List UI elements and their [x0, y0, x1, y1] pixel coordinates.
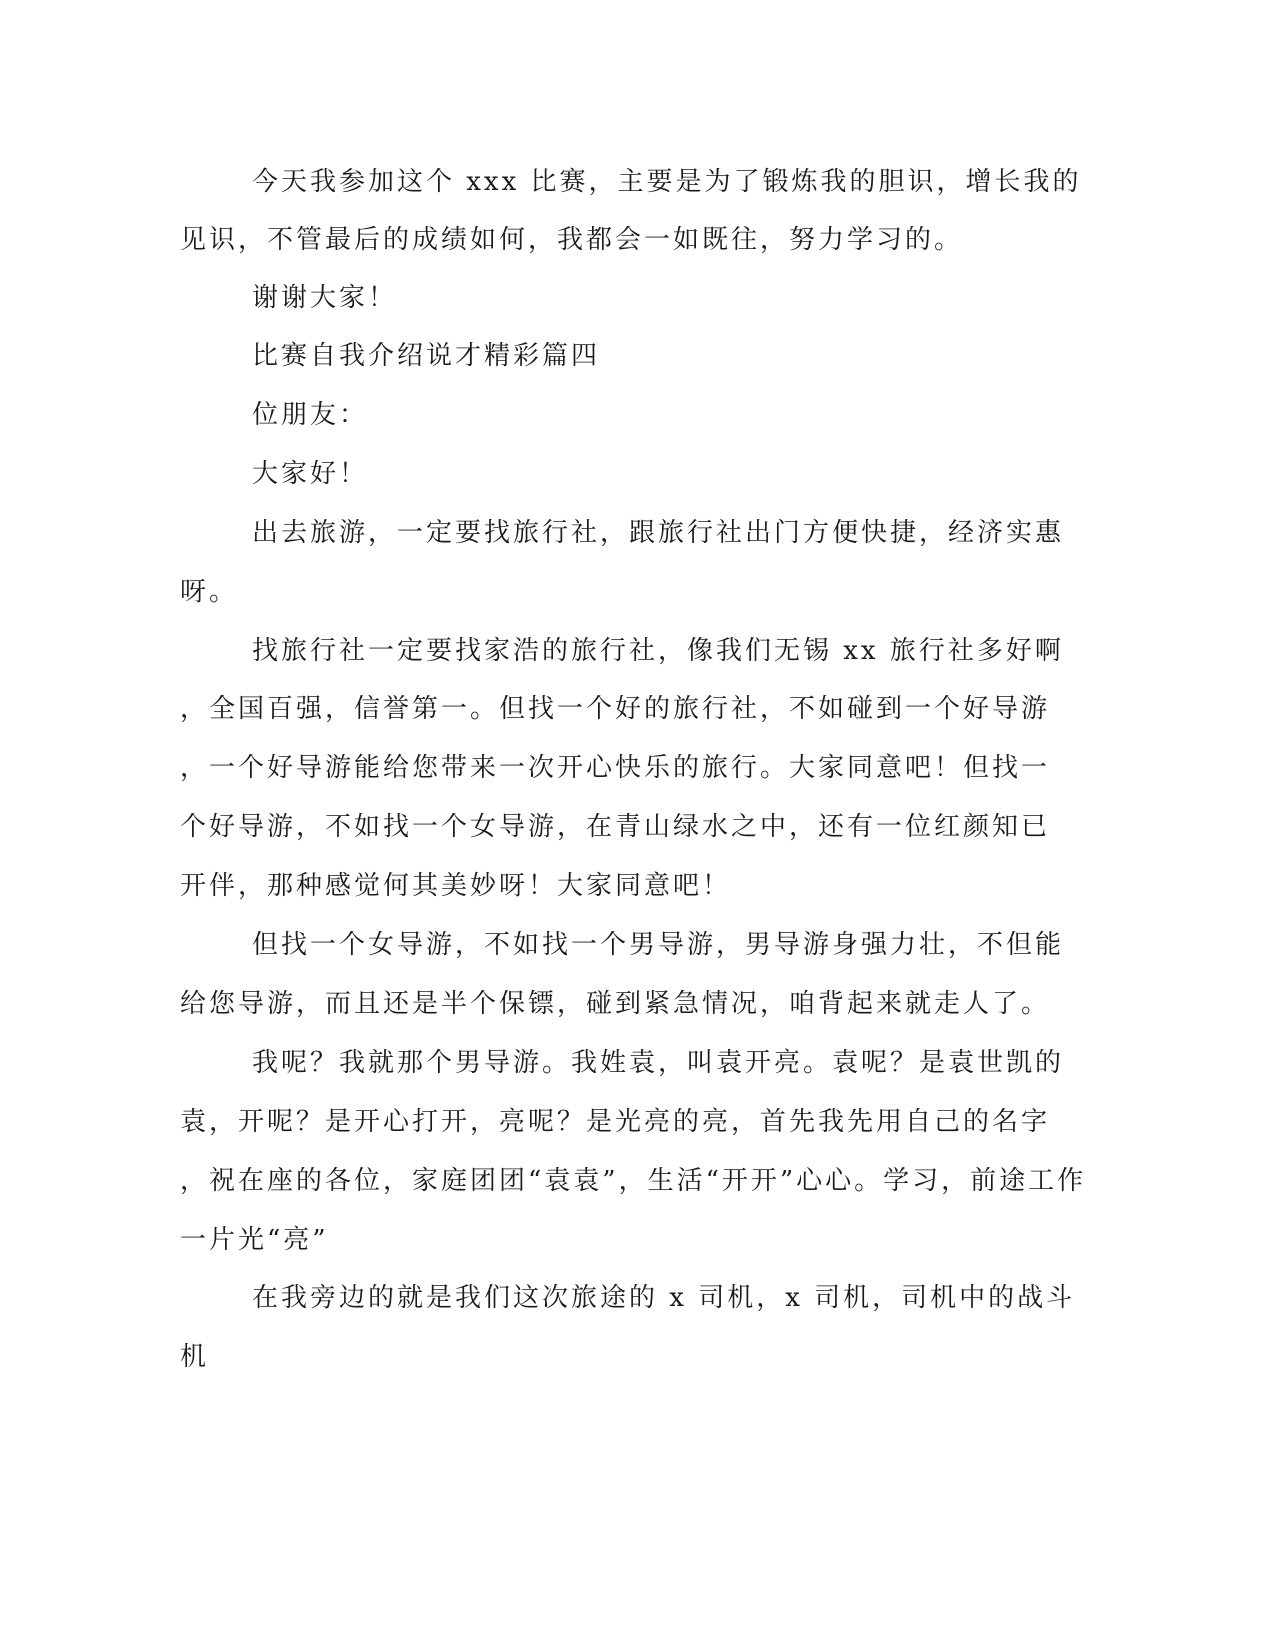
section-heading: 比赛自我介绍说才精彩篇四 — [252, 341, 601, 371]
paragraph-line: 一片光“亮” — [180, 1225, 329, 1255]
paragraph-line: 呀。 — [180, 577, 239, 607]
paragraph-line: 个好导游，不如找一个女导游，在青山绿水之中，还有一位红颜知已 — [180, 812, 1051, 842]
paragraph-line: 袁，开呢？是开心打开，亮呢？是光亮的亮，首先我先用自己的名字 — [180, 1107, 1051, 1137]
paragraph-line: 谢谢大家！ — [252, 283, 398, 313]
paragraph-line: 找旅行社一定要找家浩的旅行社，像我们无锡 xx 旅行社多好啊 — [252, 636, 1064, 666]
paragraph-line: 机 — [180, 1342, 210, 1372]
paragraph-line: 大家好！ — [252, 459, 369, 489]
paragraph-line: 在我旁边的就是我们这次旅途的 x 司机，x 司机，司机中的战斗 — [252, 1283, 1076, 1313]
paragraph-line: 今天我参加这个 xxx 比赛，主要是为了锻炼我的胆识，增长我的 — [252, 167, 1082, 197]
paragraph-line: 我呢？我就那个男导游。我姓袁，叫袁开亮。袁呢？是袁世凯的 — [252, 1048, 1065, 1078]
paragraph-line: 但找一个女导游，不如找一个男导游，男导游身强力壮，不但能 — [252, 930, 1065, 960]
paragraph-line: 位朋友： — [252, 400, 369, 430]
paragraph-line: 出去旅游，一定要找旅行社，跟旅行社出门方便快捷，经济实惠 — [252, 518, 1065, 548]
paragraph-line: ，一个好导游能给您带来一次开心快乐的旅行。大家同意吧！但找一 — [180, 753, 1051, 783]
paragraph-line: ，祝在座的各位，家庭团团“袁袁”，生活“开开”心心。学习，前途工作 — [180, 1166, 1087, 1196]
paragraph-line: 见识，不管最后的成绩如何，我都会一如既往，努力学习的。 — [180, 225, 964, 255]
paragraph-line: 给您导游，而且还是半个保镖，碰到紧急情况，咱背起来就走人了。 — [180, 989, 1051, 1019]
paragraph-line: ，全国百强，信誉第一。但找一个好的旅行社，不如碰到一个好导游 — [180, 694, 1051, 724]
paragraph-line: 开伴，那种感觉何其美妙呀！大家同意吧！ — [180, 871, 732, 901]
